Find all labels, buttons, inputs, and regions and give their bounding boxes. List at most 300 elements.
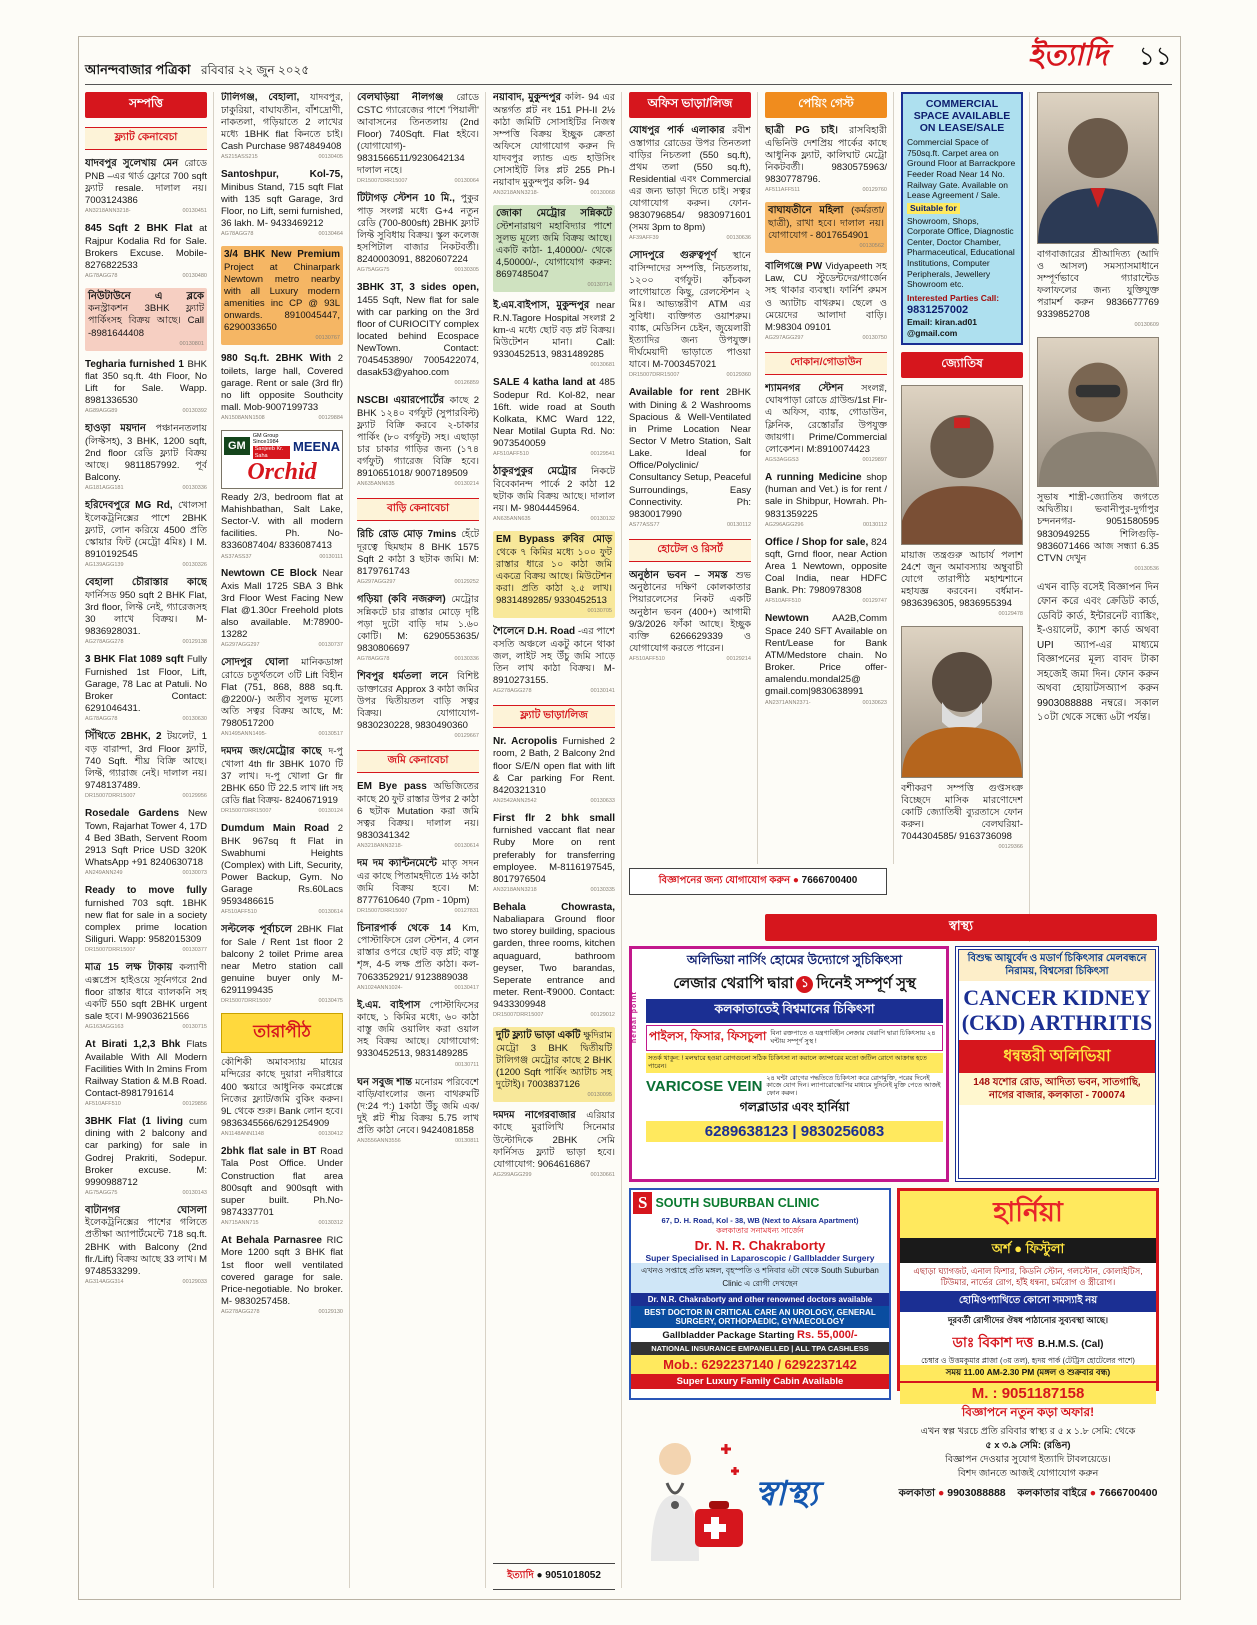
- commercial-call-label: Interested Parties Call:: [907, 292, 1000, 303]
- olivia-nursing-home-ad: [629, 946, 949, 1182]
- notice-label: বিজ্ঞাপনের জন্য যোগাযোগ করুন: [658, 875, 791, 886]
- ad-code-left: AF510AFF510: [221, 909, 257, 916]
- olivia-piles-box: [646, 1025, 943, 1051]
- ad-code: [357, 908, 479, 915]
- ad-code-right: 00130451: [182, 207, 207, 214]
- gm-group-text: [253, 433, 290, 459]
- bullet-icon: ●: [937, 1487, 948, 1500]
- ad-title: 980 Sq.ft. 2BHK With: [221, 352, 338, 364]
- ad-code: [85, 793, 207, 800]
- ad-code-right: 00129760: [862, 186, 887, 193]
- section-subhead: জমি কেনাবেচা: [357, 750, 479, 773]
- ad-title: হরিদেবপুরে MG Rd,: [85, 500, 179, 512]
- classified-ad: [493, 466, 615, 523]
- notice-phone: 7666700400: [801, 875, 858, 886]
- consultant-photo: [1037, 92, 1159, 244]
- ad-code: [221, 1309, 343, 1316]
- ad-code-right: 00130475: [318, 998, 343, 1005]
- page-date: রবিবার ২২ জুন ২০২৫: [200, 63, 310, 77]
- ad-code-left: AG297AGG297: [221, 642, 260, 649]
- ad-code-left: AS215ASS215: [221, 153, 258, 160]
- doctor-name: ডাঃ বিকাশ দত্ত: [952, 1334, 1034, 1351]
- ad-code-left: AN1148ANN1148: [221, 1130, 264, 1137]
- ad-title: দম দম ক্যান্টনমেন্টে: [357, 857, 442, 869]
- classified-ad: [493, 626, 615, 695]
- gm-group-logo: GM: [224, 437, 250, 455]
- hernia-title: হার্নিয়া: [900, 1191, 1156, 1238]
- ad-code-right: 00130073: [182, 869, 207, 876]
- ad-title: সোদপুরে গুরুত্বপূর্ণ: [629, 250, 733, 262]
- tarapith-banner: তারাপীঠ: [221, 1013, 343, 1053]
- ad-code-right: 00126859: [454, 380, 479, 387]
- classified-ad: [357, 1077, 479, 1146]
- ad-code-left: DR15007DRR15007: [629, 372, 680, 379]
- ad-code-right: 00130614: [318, 909, 343, 916]
- ad-title: 3 BHK Flat 1089 sqft: [85, 654, 187, 666]
- ad-body: টয়লেট, 1 বড় বারান্দা, 3rd Floor ফ্ল্যাট, 740 Sqft. শীঘ্র বিক্রি আছে। লিফ্ট, গ্যারাজ নেই। দালাল নয়। 9748137489.: [85, 731, 207, 791]
- ad-body: কল্যাণী এক্সপ্রেস হাইওয়ে সূর্যনগরে 2nd floor রাস্তার ধারে ব্যালকনি সহ একটি 550 sqft 2BHK urgent sale হবে। M-9903621566: [85, 961, 207, 1022]
- classified-ad: [85, 223, 207, 280]
- chamber-address: চেম্বার ও উত্তমকুমার প্লাজা (৩য় তল), হৃদয় পার্ক (টেট্রিস হোটেলের পাশে): [921, 1356, 1135, 1366]
- classified-ad: [901, 783, 1023, 851]
- ad-code: [493, 190, 615, 197]
- clinic-header: [631, 1190, 889, 1216]
- section-subhead: বাড়ি কেনাবেচা: [357, 498, 479, 521]
- ad-body: ফার্নিসড 950 sqft 2 BHK Flat, 3rd floor, লিফ্ট নেই, গ্যারেজসহ 30 লাখে বিক্রয়। M- 9836928031.: [85, 589, 207, 638]
- best-doctor-band: BEST DOCTOR IN CRITICAL CARE AN UROLOGY, GENERAL SURGERY, ORTHOPAEDIC, GYNAECOLOGY: [631, 1306, 889, 1328]
- ad-code-right: 00130536: [1134, 565, 1159, 572]
- ad-code: [357, 178, 479, 185]
- ad-code-left: DR15007DRR15007: [221, 808, 272, 815]
- ad-title: যোধপুর পার্ক এলাকার: [629, 125, 733, 136]
- ad-code-left: DR15007DRR15007: [85, 793, 136, 800]
- ad-code-right: 00129956: [182, 793, 207, 800]
- classified-ad: [357, 92, 479, 185]
- ad-body: BHK flat 350 sq.ft. 4th Floor, No Lift for Sale. Wapp. 8981336530: [85, 358, 207, 407]
- ad-title: Santoshpur, Kol-75,: [221, 168, 343, 180]
- outside-phone: 7666700400: [1099, 1487, 1158, 1500]
- ad-code: [768, 243, 884, 250]
- ad-code: [85, 1101, 207, 1108]
- doctor-speciality: Super Specialised in Laparoscopic / Gallbladder Surgery: [645, 1253, 875, 1263]
- ad-code-left: AG78AGG78: [85, 716, 118, 723]
- ad-code-right: 00129884: [318, 414, 343, 421]
- classified-ad: [85, 288, 207, 351]
- ad-body: 824 sqft, Grnd floor, near Action Area 1 Newtown, opposite Coal India, near HDFC Bank. Ph: 7980978308: [765, 536, 887, 597]
- classified-ad: [85, 1116, 207, 1197]
- ad-title: Dumdum Main Road: [221, 823, 338, 835]
- astrologer-photo-2: [1037, 337, 1159, 487]
- kolkata-label: কলকাতা: [898, 1487, 936, 1500]
- ad-title: শৈলেনে D.H. Road: [493, 625, 578, 637]
- ad-title: সল্টলেক পূর্বাচলে: [221, 924, 298, 936]
- brand-logo-row: [224, 433, 340, 459]
- section-header: অফিস ভাড়া/লিজ: [629, 92, 751, 118]
- ad-code-right: 00127831: [454, 907, 479, 914]
- clinic-address: 67, D. H. Road, Kol - 38, WB (Next to Aksara Apartment): [661, 1216, 859, 1225]
- ad-code-right: 00130326: [182, 562, 207, 569]
- column-rule: [485, 92, 486, 1588]
- health-wordmark: স্বাস্থ্য: [755, 1475, 818, 1513]
- classified-ad: [221, 353, 343, 422]
- ad-code-right: 00130750: [862, 334, 887, 341]
- classified-ad: [85, 654, 207, 723]
- ad-body: এরিয়ার কাছে মুরালিখি সিনেমার উল্টোদিকে 2BHK সেমি ফার্নিসড ফ্ল্যাট ভাড়া হবে। যোগাযোগ: 9064616867: [493, 1109, 615, 1170]
- classified-ad: [629, 250, 751, 379]
- ad-body: সুভাষ শাস্ত্রী-জ্যোতিষ জগতে অদ্বিতীয়। ভবানীপুর-দুর্গাপুর চন্দননগর- 9051580595 9830949255 শিলিগুড়ি- 9836071466 আজ সন্ধ্যা 6.35 CTVN দেখুন: [1037, 492, 1159, 564]
- ad-code-right: 00130623: [862, 699, 887, 706]
- ad-title: ছাত্রী PG চাই।: [765, 125, 850, 136]
- ad-title: SALE 4 katha land at: [493, 377, 600, 389]
- ad-body: 2 toilets, large hall, Covered garage. Rent or sale (3rd flr) no lift opposite Southcity mall. Mob-9007199733: [221, 352, 343, 413]
- insurance-band: NATIONAL INSURANCE EMPANELLED | ALL TPA CASHLESS: [631, 1342, 889, 1355]
- ad-body: এখন বাড়ি বসেই বিজ্ঞাপন দিন ফোন করে এবং ক্রেডিট কার্ড, ডেবিট কার্ড, ইন্টারনেট ব্যাঙ্কিং, ই-ওয়ালেট, ক্যাশ কার্ড অথবা UPI অ্যাপ-এর মাধ্যমে বিজ্ঞাপনের মূল্য বাবদ টাকা সহজেই জমা দিন। ফোন করুন অথবা হোয়াটসঅ্যাপ করুন 9903088888 নম্বরে। সকাল ১০টা থেকে সন্ধ্যে ৬টা পর্যন্ত।: [1037, 581, 1159, 724]
- ad-code-right: 00129897: [862, 456, 887, 463]
- offer-line-3: বিজ্ঞাপন দেওয়ার সুযোগ ইত্যাদি টাবলয়েডে।: [945, 1453, 1111, 1465]
- ad-code-right: 00129033: [182, 1278, 207, 1285]
- ad-code-left: AG181AGG181: [85, 485, 124, 492]
- ad-title: 845 Sqft 2 BHK Flat: [85, 222, 200, 234]
- ad-body: বশীকরণ সম্পত্তি গুপ্তসংক্র বিচ্ছেদে মাসিক মারণোদেশ কোটি জ্যোতিষী ব্যুরতাসে ফোন করুন। বেলঘরিয়া- 7044304585/ 9163736098: [901, 782, 1023, 843]
- ad-title: দুটি ফ্ল্যাট ভাড়া একটি: [496, 1029, 584, 1041]
- ad-body: Flats Available With All Modern Facilities With In 2mins From Railway Station & M.B Road. Contact-8981791614: [85, 1038, 207, 1099]
- doctor-name: Dr. N. R. Chakraborty: [694, 1238, 826, 1253]
- column-rule: [893, 92, 894, 864]
- ad-code: [765, 598, 887, 605]
- ad-code-right: 00129012: [590, 1011, 615, 1018]
- ad-title: রিচি রোড মোড় 7mins: [357, 529, 462, 541]
- clinic-logo: S: [633, 1192, 652, 1214]
- classified-column-5: [629, 92, 751, 862]
- classified-ad: [1037, 492, 1159, 572]
- orchid-script-title: Orchid: [247, 459, 317, 486]
- portrait-silhouette-icon: [902, 627, 1022, 777]
- ad-body: (কর্মরতা/ছাত্রী), রাখা হবে। দালাল নয়। যোগাযোগ - 8017654901: [768, 204, 884, 241]
- varicose-note: ২৪ ঘন্টা রোগের পদ্ধতিতে চিকিৎসা করে রোগমুক্তি, পরের দিনেই কাজে যোগ দিন। ল্যাপারোস্কোপির মাধ্যমে দুদিনেই মুক্তি পেতে আজই ফোন করুন।: [766, 1074, 941, 1098]
- ad-body: থেকে ৭ কিমির মধ্যে ১০০ ফুট রাস্তার ধারে ১০ কাঠা জমি একত্রে বিক্রয় আছে। মিউটেশন করা। প্রতি কাঠা ২.৫ লাখ। 9831489285/ 9330452513: [496, 546, 612, 606]
- ad-code: [221, 808, 343, 815]
- masthead-group: [85, 61, 309, 82]
- ad-title: অনুষ্ঠান ভবন – সমস্ত: [629, 569, 736, 581]
- classified-column-7: [901, 92, 1023, 942]
- ad-code-right: 00130095: [587, 1091, 612, 1098]
- ad-code-right: 00130132: [590, 515, 615, 522]
- ad-code-right: 00130335: [590, 886, 615, 893]
- section-group: [1028, 31, 1172, 82]
- classified-column-1: [85, 92, 207, 1590]
- ad-title: Newtown CE Block: [221, 568, 323, 580]
- classified-ad: [493, 92, 615, 197]
- ad-code-left: AG297AGG297: [357, 579, 396, 586]
- ad-code-left: AN1024ANN1024-: [357, 984, 403, 991]
- ad-code-left: DR15007DRR15007: [85, 946, 136, 953]
- classified-ad: [765, 472, 887, 529]
- ad-title: ই.এম.বাইপাস, মুকুন্দপুর: [493, 300, 596, 312]
- ad-title: Rosedale Gardens: [85, 808, 188, 820]
- ad-body: কৌশিকী অমাবস্যায় মায়ের মন্দিরের কাছে দুয়ারা নদীরধারে 400 স্কয়ারে আধুনিক কমপ্লেক্সে নিজের ফ্ল্যাট/জমি বুকিং করুন। 9L থেকে শুরু। Bank লোন হবে। 9836345566/6291254909: [221, 1057, 343, 1129]
- ad-code-left: AF510AFF510: [765, 598, 801, 605]
- ailments-list: এছাড়া ঘ্যাগজট, এনাল ফিশার, কিডনি স্টোন, গলস্টোন, কোলাইটিস, টিউমার, নার্ভের রোগ, হাঁই ধন্বনা, চর্মরোগ ও স্ত্রীরোগ।: [913, 1266, 1143, 1288]
- ad-code-left: AF510AFF510: [493, 451, 529, 458]
- ad-title: বাঘাযতীনে মহিলা: [768, 204, 852, 216]
- ad-body: New Town, Rajarhat Tower 4, 17D 4 Bed 3Bath, Servent Room 2913 Sqft Price USD 320K WhatsApp +91 8240630718: [85, 808, 207, 868]
- ad-code-left: AF510AFF510: [629, 655, 665, 662]
- ad-title: সিঁথিতে 2BHK, 2: [85, 731, 167, 743]
- surgeon-tagline: কলকাতার সনামধন্য সার্জেন: [716, 1226, 804, 1235]
- ad-code: [493, 451, 615, 458]
- commercial-suitable-label: Suitable for: [907, 203, 960, 214]
- ad-body: মনোরম পরিবেশে বাড়ি/বাংলোর জন্য বাথরুমটি (দ:24 প:) 1কাঠা উঁচু জমি এক/দুই প্লট শীঘ্র বিক্রয় 5.75 লাখ প্রতি কাঠা নেবে। 9424081858: [357, 1076, 479, 1137]
- meena-brand-name: MEENA: [293, 438, 340, 454]
- ad-code-right: 00130412: [318, 1130, 343, 1137]
- ad-code-right: 00130714: [587, 282, 612, 289]
- ad-code: [765, 335, 887, 342]
- offer-phones: [897, 1486, 1159, 1501]
- ad-code-right: 00130336: [182, 485, 207, 492]
- ad-code: [85, 1190, 207, 1197]
- column-rule: [213, 92, 214, 1588]
- ad-code-right: 00129214: [726, 655, 751, 662]
- ad-rates-offer: [897, 1398, 1159, 1584]
- offer-title: বিজ্ঞাপনে নতুন কড়া অফার!: [961, 1405, 1095, 1419]
- ad-title: 3BHK Flat (1 living: [85, 1115, 190, 1127]
- ad-body: পঞ্চাননতলায় (লিফ্টসহ), 3 BHK, 1200 sqft, 2nd floor রেডি ফ্ল্যাট বিক্রয় আছে। 9811857992. পূর্ব Balcony.: [85, 423, 207, 484]
- offer-line-4: বিশদ জানতে আজই যোগাযোগ করুন: [957, 1467, 1099, 1479]
- commercial-phone: 9831257002: [907, 303, 969, 316]
- astrologer-photo: [901, 385, 1023, 545]
- piles-fissure-fistula: পাইলস, ফিসার, ফিসচুলা: [649, 1029, 767, 1043]
- commercial-space-ad: [901, 92, 1023, 345]
- ad-code: [357, 1062, 479, 1069]
- ad-title: যাদবপুর সুলেখায় মেন: [85, 158, 185, 169]
- varicose-vein-title: VARICOSE VEIN: [646, 1077, 763, 1095]
- section-subhead: দোকান/গোডাউন: [765, 352, 887, 375]
- ad-code-left: AG278AGG278: [221, 1308, 260, 1315]
- ad-body: 2BHK Flat for Sale / Rent 1st floor 2 balcony 2 toilet Prime area near Metro station call genuine buyer only M-6291199435: [221, 924, 343, 997]
- ad-code: [357, 267, 479, 274]
- ad-body: মেট্রোর সন্নিকটে চার রাস্তার মোড়ে দৃষ্টি পড়া দুটো বাড়ি দাম ১.৬০ কোটি। M: 6290553635/ 9830806697: [357, 594, 479, 654]
- ad-code: [629, 235, 751, 242]
- ad-code: [85, 408, 207, 415]
- classified-ad: [357, 781, 479, 850]
- varicose-row: [646, 1075, 943, 1098]
- ad-code-left: AS77ASS77: [629, 521, 660, 528]
- chamber-time: সময় 11.00 AM-2.30 PM (মঙ্গল ও শুক্রবার বন্ধ): [900, 1365, 1156, 1381]
- bullet-icon: ●: [792, 875, 802, 886]
- classified-column-4: [493, 92, 615, 1590]
- classified-ad: [765, 125, 887, 194]
- ad-title: জোকা মেট্রোর সন্নিকটে: [496, 208, 612, 220]
- south-suburban-clinic-ad: [629, 1188, 891, 1400]
- ad-code-left: AG139AGG139: [85, 562, 124, 569]
- classified-ad: [765, 261, 887, 342]
- offer-line-2: ৫ x ৩.৯ সেমি: (রঙিন): [985, 1440, 1071, 1452]
- ad-code-right: 00130336: [454, 655, 479, 662]
- ad-body: রাসবিহারী এভিনিউ দেশপ্রিয় পার্কের কাছে আধুনিক ফ্ল্যাট, কালিঘাট মেট্রো নিকটবর্তী। 9830575963/ 9830778796.: [765, 125, 887, 185]
- ad-code-left: AG75AGG75: [85, 1189, 118, 1196]
- ad-body: বাগবাজারের শ্রীআদিত্য (আদি ও আসল) সমস্যাসমাধানে সম্পূর্ণভাবে গ্যারান্টেড ফলাফলের জন্য যুক্তিযুক্ত পরামর্শ করুন 9836677769 9339852708: [1037, 249, 1159, 321]
- classified-ad: [85, 1039, 207, 1108]
- ad-body: ইলেকট্রনিক্সের পাশের গলিতে প্রতীক্ষা অ্যাপার্টমেন্টে 718 sq.ft. 2BHK with Balcony (2nd flr./Lift) বিক্রয় আছে 33 লাখ। M 9748533299.: [85, 1217, 207, 1277]
- ad-code: [1037, 566, 1159, 573]
- section-header-health: স্বাস্থ্য: [765, 914, 1157, 941]
- ad-body: RIC More 1200 sqft 3 BHK flat 1st floor well ventilated covered garage for sale. Price-negotiable. No broker. M- 9830257458.: [221, 1234, 343, 1307]
- ad-code: [85, 1024, 207, 1031]
- classified-ad: [221, 823, 343, 916]
- ad-body: স্টেশনারায়ণ মহাবিদ্যার পাশে সুলভ মূল্যে জমি বিক্রয় আছে। একটি কাঠা- 1,40000/- থেকে 4,50000/-, যোগাযোগ করুন: 8697485047: [496, 220, 612, 281]
- ad-code-right: 00130811: [454, 1138, 479, 1145]
- ad-code-left: AN2542ANN2542: [493, 797, 537, 804]
- ad-body: পুকুর পাড় সংলগ্ন মধ্যে G+4 নতুন রেডি (700-800sft) 2BHK ফ্ল্যাট লিফ্ট সুবিধায় বিক্রয়। স্কুল কলেজ হসপিটাল বাজার নিকটবর্তী। 8240003091, 8820607224: [357, 193, 479, 265]
- ad-code: [221, 554, 343, 561]
- ad-code-right: 00130111: [319, 553, 343, 560]
- ad-code-left: AN635ANN635: [493, 515, 531, 522]
- ad-title: First flr 2 bhk small: [493, 812, 615, 824]
- ad-title: হাওড়া ময়দান: [85, 423, 156, 435]
- notice-phone: ● 9051018052: [533, 1570, 601, 1581]
- ad-body: 2 BHK 967sq ft Flat in Swabhumi Heights (Complex) with Lift, Security, Power Backup, Gym. No Garage Rs.60Lacs 9593486615: [221, 823, 343, 908]
- commercial-title: COMMERCIAL SPACE AVAILABLE ON LEASE/SALE: [913, 98, 1011, 135]
- ad-code-left: AN3218ANN3218-: [85, 207, 131, 214]
- classified-ad: [357, 282, 479, 387]
- ad-body: নিকটে বিবেকানন্দ পার্কে 2 কাঠা 12 ছটাক জমি বিক্রয় আছে। দালাল নয়। M- 9804445964.: [493, 466, 615, 514]
- ad-code-right: 00129360: [726, 372, 751, 379]
- column-rule: [757, 92, 758, 864]
- ad-code-right: 00130112: [726, 521, 751, 528]
- classified-column-3: [357, 92, 479, 1590]
- classified-ad: [357, 671, 479, 740]
- ad-code: [85, 562, 207, 569]
- ad-code-right: 00130312: [318, 1219, 343, 1226]
- contact-notice: [493, 1563, 615, 1590]
- portrait-silhouette-icon: [1038, 338, 1158, 486]
- column-rule: [349, 92, 350, 1588]
- ad-code-left: AN1508ANN1508: [221, 414, 265, 421]
- ad-code-right: 00130068: [590, 190, 615, 197]
- ad-code-right: 00130517: [318, 731, 343, 738]
- dhanwantari-olivia-brand: ধন্বন্তরী অলিভিয়া: [959, 1040, 1155, 1073]
- section-header: সম্পত্তি: [85, 92, 207, 118]
- ad-code: [765, 457, 887, 464]
- visiting-days: এখনও সপ্তাহে প্রতি মঙ্গল, বৃহস্পতি ও শনিবার ৬টা থেকে South Suburban Clinic এ রোগী দেখছেন: [631, 1263, 889, 1293]
- classified-ad: [493, 377, 615, 458]
- column-rule: [1029, 92, 1030, 942]
- ayurveda-tagline: বিশুদ্ধ আয়ুর্বেদ ও মডার্ণ চিকিৎসার মেলবন্ধনে নিরাময়, বিশ্বসেরা চিকিৎসা: [959, 950, 1155, 981]
- portrait-silhouette-icon: [1038, 93, 1158, 243]
- classified-ad: [765, 613, 887, 706]
- ad-title: নিউটাউনে এ ব্লকে: [88, 290, 204, 302]
- doctor-phone: M. : 9051187158: [900, 1381, 1156, 1404]
- ad-code-left: AN2371ANN2371-: [765, 699, 811, 706]
- ad-code-left: AN715ANN715: [221, 1219, 259, 1226]
- doctor-line: [900, 1330, 1156, 1356]
- ad-code-left: AN635ANN635: [357, 481, 395, 488]
- ad-body: কলি- 94 এর অন্তর্গত প্লট নং 151 PH-II 2½ কাঠা জমিটি সোসাইটির নিজস্ব সম্পত্তি বিক্রয় ইচ্ছুক ক্রেতা অফিসে যোগাযোগ করুন দি যাদবপুর ল্যান্ড এন্ড হাউসিং সোসাইটি লিঃ প্লট 255 Ph-I নয়াবাদ মুকুন্দপুর কলি- 94: [493, 92, 615, 189]
- ad-code-left: AF39AFF39: [629, 235, 659, 242]
- ad-code-left: AG296AGG296: [765, 521, 804, 528]
- classified-ad: [493, 736, 615, 805]
- cancer-kidney-ad: [955, 946, 1159, 1182]
- gm-group-name: GM Group Since1984: [252, 432, 279, 446]
- ad-body: কনস্ট্রাকশন 3BHK ফ্ল্যাট পার্কিংসহ বিক্রয় আছে। Call -8981644408: [88, 303, 204, 339]
- ad-code-left: DR15007DRR15007: [357, 178, 408, 185]
- ad-code-left: AG278AGG278: [493, 687, 532, 694]
- section-title: ইত্যাদি: [1027, 39, 1108, 72]
- ad-code: [221, 154, 343, 161]
- commercial-body: Commercial Space of 750sq.ft. Carpet area on Ground Floor at Barrackpore Feeder Road Near 14 No. Railway Gate. Available on Lease Agreement / Sale.: [907, 137, 1016, 201]
- ad-title: At Birati 1,2,3 Bhk: [85, 1038, 187, 1050]
- ad-code-right: 00130392: [182, 408, 207, 415]
- ad-body: রোডে CSTC গ্যারেজের পাশে 'পিয়ালী' আবাসনের তিনতলায় (2nd Floor) 740Sqft. Flat হইবে। (যোগাযোগ)- 9831566511/9230642134 দালাল নহে।: [357, 92, 479, 176]
- ad-code: [221, 731, 343, 738]
- ad-code-right: 00130614: [454, 842, 479, 849]
- olivia-phones: 6289638123 | 9830256083: [646, 1121, 943, 1142]
- classified-ad: [85, 577, 207, 646]
- ad-code: [493, 688, 615, 695]
- gm-person-name: Sanjeeb Kr. Saha: [253, 446, 290, 459]
- clinic-address: 148 যশোর রোড, আদিত্য ভবন, সাতগাছি, নাগের বাজার, কলকাতা - 700074: [959, 1073, 1155, 1105]
- cabin-band: Super Luxury Family Cabin Available: [631, 1374, 889, 1389]
- classified-ad: [85, 731, 207, 800]
- ad-title: Behala Chowrasta,: [493, 901, 615, 913]
- ad-code-right: 00129366: [998, 844, 1023, 851]
- ad-title: দমদম জং/মেট্রোর কাছে: [221, 746, 329, 758]
- classified-ad: [629, 387, 751, 528]
- ad-code-left: AG78AGG78: [357, 655, 390, 662]
- ad-code-right: 00130661: [590, 1171, 615, 1178]
- ad-body: অভিজিতের কাছে 20 ফুট রাস্তার উপর 2 কাঠা 6 ছটাক Mutation করা জমি সত্বর বিক্রয়। দালাল নয়। 9830341342: [357, 780, 479, 841]
- ad-code: [85, 870, 207, 877]
- ad-title: সোদপুর ঘোলা: [221, 657, 302, 669]
- ad-code-left: AG314AGG314: [85, 1278, 124, 1285]
- one-day-badge: ১: [796, 976, 813, 993]
- classified-ad: [901, 550, 1023, 618]
- ad-title: গড়িয়া (কবি নজরুল): [357, 594, 452, 606]
- ad-title: ঘন সবুজ শান্ত: [357, 1076, 416, 1088]
- ad-title: 2bhk flat sale in BT: [221, 1145, 321, 1157]
- ad-code-right: 00130630: [182, 716, 207, 723]
- classified-ad: [357, 923, 479, 992]
- ad-code: [88, 341, 204, 348]
- classified-ad: [357, 193, 479, 274]
- ad-body: শুভ অনুষ্ঠানের দক্ষিণ কোলকাতার পিয়ারলেসের নিকট একটি অনুষ্ঠান ভবন (400+) আগামী 9/3/2026 ফাঁকা আছে। ইচ্ছুক ব্যক্তি 6266629339 ও যোগাযোগ করতে পারেন।: [629, 569, 751, 654]
- ad-code-left: AF511AFF511: [765, 186, 800, 193]
- masthead: আনন্দবাজার পত্রিকা: [85, 62, 191, 77]
- piles-fistula-band: অর্শ ● ফিস্টুলা: [900, 1238, 1156, 1263]
- ad-code-right: 00129856: [182, 1100, 207, 1107]
- ad-code-right: 00130636: [726, 235, 751, 242]
- ad-code-left: DR15007DRR15007: [221, 998, 272, 1005]
- kolkata-phone: 9903088888: [947, 1487, 1006, 1500]
- ad-code: [221, 1220, 343, 1227]
- ad-code-right: 00130141: [590, 687, 615, 694]
- ad-code-right: 00130305: [454, 267, 479, 274]
- gallbladder-hernia-title: গলব্লাডার এবং হার্নিয়া: [739, 1099, 850, 1114]
- classified-ad: [85, 423, 207, 492]
- ad-code: [357, 656, 479, 663]
- ad-title: Available for rent: [629, 387, 727, 399]
- ad-code-right: 00130737: [318, 642, 343, 649]
- ad-code: [765, 187, 887, 194]
- ad-body: খোলসা ইলেকট্রনিক্সের পাশে 2BHK ফ্ল্যাট, লোন করিয়ে 4500 প্রতি স্কোয়ার ফিট (মেট্রো 4মিঃ) I M. 8910192545: [85, 500, 207, 561]
- classified-ad: [493, 300, 615, 369]
- package-label: Gallbladder Package Starting: [662, 1330, 795, 1341]
- classified-ad: [85, 1205, 207, 1286]
- ad-code: [357, 481, 479, 488]
- ad-body: shop (human and Vet.) is for rent / sale in Shibpur, Howrah. Ph- 9831359225: [765, 471, 887, 520]
- ad-code-right: 00130214: [454, 481, 479, 488]
- warning-strip: সতর্ক থাকুন: ! মলদ্বারে হওয়া রোগগুলো সঠিক চিকিৎসা না করালে ক্যান্সারের মতো জটিল রোগে আক্রান্ত হতে পারেন।: [646, 1053, 943, 1073]
